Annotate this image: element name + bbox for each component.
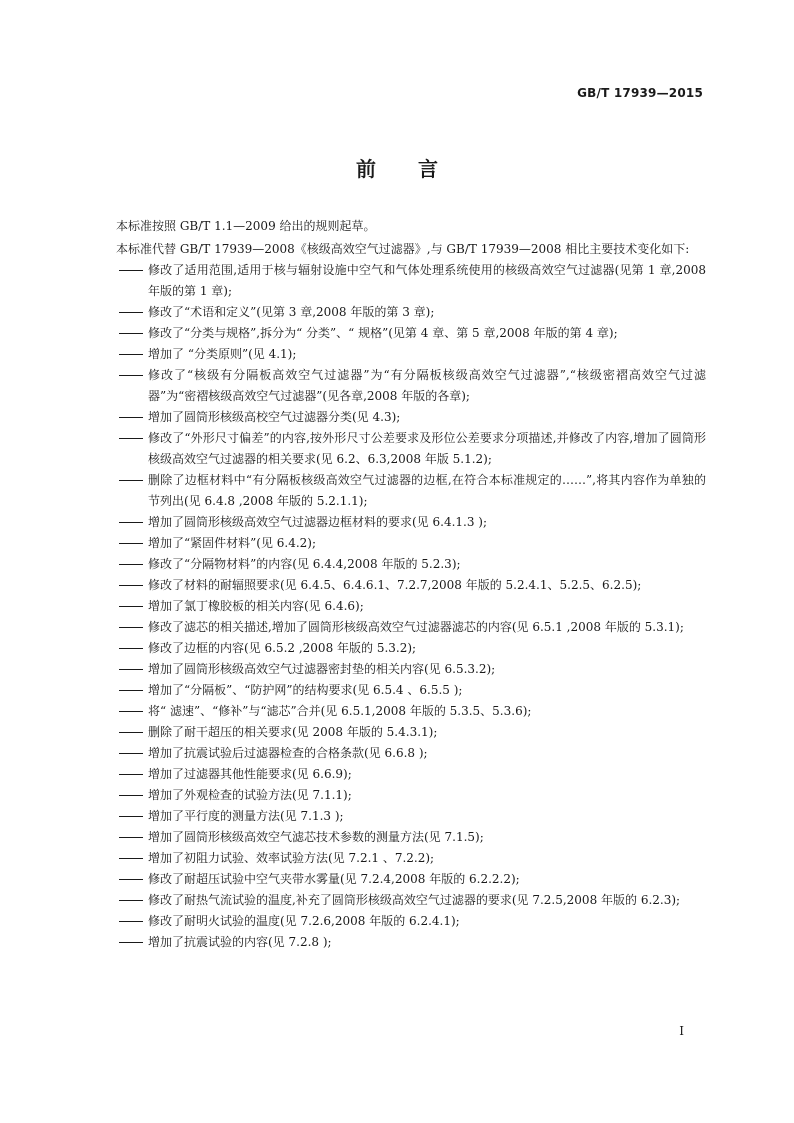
change-item-text: 修改了“术语和定义”(见第 3 章,2008 年版的第 3 章); — [148, 305, 435, 319]
change-list — [92, 260, 706, 953]
list-dash — [119, 690, 143, 691]
list-dash — [119, 879, 143, 880]
change-item-text: 修改了耐超压试验中空气夹带水雾量(见 7.2.4,2008 年版的 6.2.2.2); — [148, 872, 520, 886]
change-item — [92, 638, 706, 659]
change-item-text: 增加了抗震试验后过滤器检查的合格条款(见 6.6.8 ); — [148, 746, 428, 760]
change-item — [92, 344, 706, 365]
change-item — [92, 596, 706, 617]
change-item — [92, 911, 706, 932]
change-item — [92, 470, 706, 512]
intro-paragraph: 本标准代替 GB/T 17939—2008《核级高效空气过滤器》,与 GB/T 17939—2008 相比主要技术变化如下: — [116, 242, 690, 256]
change-item — [92, 617, 706, 638]
list-dash — [119, 270, 143, 271]
change-item-text: 增加了“分隔板”、“防护网”的结构要求(见 6.5.4 、6.5.5 ); — [148, 683, 463, 697]
list-dash — [119, 942, 143, 943]
change-item — [92, 869, 706, 890]
change-item — [92, 743, 706, 764]
change-item — [92, 533, 706, 554]
change-item-text: 修改了滤芯的相关描述,增加了圆筒形核级高效空气过滤器滤芯的内容(见 6.5.1 ,2008 年版的 5.3.1); — [148, 620, 684, 634]
change-item — [92, 785, 706, 806]
list-dash — [119, 438, 143, 439]
change-item — [92, 827, 706, 848]
list-dash — [119, 606, 143, 607]
change-item-text: 增加了圆筒形核级高效空气过滤器边框材料的要求(见 6.4.1.3 ); — [148, 515, 488, 529]
change-item — [92, 575, 706, 596]
list-dash — [119, 900, 143, 901]
list-dash — [119, 921, 143, 922]
change-item-text: 修改了耐热气流试验的温度,补充了圆筒形核级高效空气过滤器的要求(见 7.2.5,2008 年版的 6.2.3); — [148, 893, 681, 907]
change-item-text: 修改了边框的内容(见 6.5.2 ,2008 年版的 5.3.2); — [148, 641, 417, 655]
change-item-text: 修改了“核级有分隔板高效空气过滤器”为“有分隔板核级高效空气过滤器”,“核级密褶高效空气过滤器”为“密褶核级高效空气过滤器”(见各章,2008 年版的各章); — [148, 368, 706, 403]
change-item — [92, 323, 706, 344]
change-item — [92, 302, 706, 323]
list-dash — [119, 375, 143, 376]
change-item — [92, 806, 706, 827]
list-dash — [119, 354, 143, 355]
change-item-text: 删除了耐干超压的相关要求(见 2008 年版的 5.4.3.1); — [148, 725, 438, 739]
change-item-text: 增加了初阻力试验、效率试验方法(见 7.2.1 、7.2.2); — [148, 851, 435, 865]
list-dash — [119, 564, 143, 565]
change-item — [92, 659, 706, 680]
change-item-text: 修改了“分隔物材料”的内容(见 6.4.4,2008 年版的 5.2.3); — [148, 557, 461, 571]
page-number: I — [679, 1024, 684, 1038]
intro-paragraph: 本标准按照 GB/T 1.1—2009 给出的规则起草。 — [116, 219, 376, 233]
standard-number: GB/T 17939—2015 — [577, 86, 703, 100]
change-item-text: 修改了适用范围,适用于核与辐射设施中空气和气体处理系统使用的核级高效空气过滤器(见第 1 章,2008 年版的第 1 章); — [148, 263, 706, 298]
change-item-text: 修改了材料的耐辐照要求(见 6.4.5、6.4.6.1、7.2.7,2008 年版的 5.2.4.1、5.2.5、6.2.5); — [148, 578, 642, 592]
list-dash — [119, 732, 143, 733]
list-dash — [119, 627, 143, 628]
list-dash — [119, 543, 143, 544]
change-item — [92, 260, 706, 302]
change-item-text: 修改了耐明火试验的温度(见 7.2.6,2008 年版的 6.2.4.1); — [148, 914, 460, 928]
change-item-text: 增加了圆筒形核级高效空气滤芯技术参数的测量方法(见 7.1.5); — [148, 830, 484, 844]
change-item — [92, 890, 706, 911]
change-item — [92, 365, 706, 407]
list-dash — [119, 585, 143, 586]
change-item-text: 增加了 “分类原则”(见 4.1); — [148, 347, 297, 361]
change-item-text: 修改了“外形尺寸偏差”的内容,按外形尺寸公差要求及形位公差要求分项描述,并修改了内容,增加了圆筒形核级高效空气过滤器的相关要求(见 6.2、6.3,2008 年版 5.1.2); — [148, 431, 706, 466]
list-dash — [119, 333, 143, 334]
list-dash — [119, 480, 143, 481]
change-item-text: 增加了圆筒形核级高校空气过滤器分类(见 4.3); — [148, 410, 401, 424]
change-item — [92, 407, 706, 428]
list-dash — [119, 795, 143, 796]
change-item-text: 删除了边框材料中“有分隔板核级高效空气过滤器的边框,在符合本标准规定的……”,将其内容作为单独的节列出(见 6.4.8 ,2008 年版的 5.2.1.1); — [148, 473, 706, 508]
change-item-text: 增加了“紧固件材料”(见 6.4.2); — [148, 536, 317, 550]
change-item — [92, 554, 706, 575]
document-body — [92, 216, 706, 953]
change-item-text: 将“ 滤速”、“修补”与“滤芯”合并(见 6.5.1,2008 年版的 5.3.5、5.3.6); — [148, 704, 532, 718]
change-item — [92, 701, 706, 722]
change-item-text: 增加了抗震试验的内容(见 7.2.8 ); — [148, 935, 332, 949]
change-item — [92, 848, 706, 869]
change-item-text: 增加了圆筒形核级高效空气过滤器密封垫的相关内容(见 6.5.3.2); — [148, 662, 496, 676]
change-item-text: 增加了氯丁橡胶板的相关内容(见 6.4.6); — [148, 599, 364, 613]
change-item-text: 增加了平行度的测量方法(见 7.1.3 ); — [148, 809, 344, 823]
change-item — [92, 932, 706, 953]
list-dash — [119, 648, 143, 649]
change-item-text: 修改了“分类与规格”,拆分为“ 分类”、“ 规格”(见第 4 章、第 5 章,2008 年版的第 4 章); — [148, 326, 618, 340]
change-item-text: 增加了过滤器其他性能要求(见 6.6.9); — [148, 767, 352, 781]
change-item — [92, 428, 706, 470]
change-item — [92, 764, 706, 785]
list-dash — [119, 711, 143, 712]
list-dash — [119, 669, 143, 670]
change-item — [92, 680, 706, 701]
list-dash — [119, 816, 143, 817]
list-dash — [119, 417, 143, 418]
change-item — [92, 512, 706, 533]
list-dash — [119, 837, 143, 838]
list-dash — [119, 522, 143, 523]
list-dash — [119, 753, 143, 754]
change-item — [92, 722, 706, 743]
page-title: 前言 — [356, 157, 480, 181]
list-dash — [119, 312, 143, 313]
change-item-text: 增加了外观检查的试验方法(见 7.1.1); — [148, 788, 352, 802]
list-dash — [119, 858, 143, 859]
list-dash — [119, 774, 143, 775]
